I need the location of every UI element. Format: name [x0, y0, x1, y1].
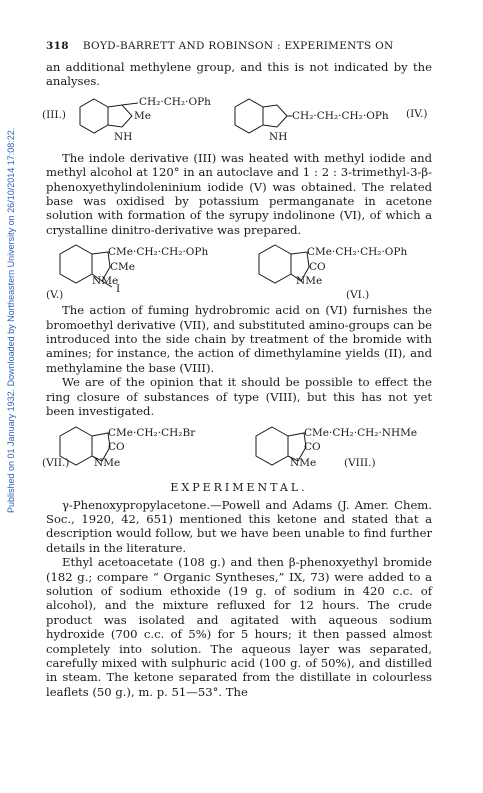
co-vii: CO: [108, 440, 125, 453]
chain-vii: CMe·CH₂·CH₂Br: [108, 426, 196, 439]
paragraph-1: an additional methylene group, and this is not indicated by the analyses.: [46, 60, 432, 89]
label-v: (V.): [46, 289, 64, 302]
label-vi: (VI.): [346, 289, 370, 302]
chain-iv: CH₂·CH₂·CH₂·OPh: [292, 109, 389, 122]
nh-iii: NH: [114, 130, 133, 143]
figure-structures-3-4: [42, 89, 432, 151]
paragraph-2: The indole derivative (III) was heated with methyl iodide and methyl alcohol at 120° in an autoclave and 1 : 2 : 3-trimethyl-3-β-phenoxyethylindoleninium iodide (V) was obtained. The related base was oxidised by potassium permanganate in acetone solution with formation of the syrupy indolinone (VI), of which a crystalline dinitro-derivative was prepared.: [46, 150, 432, 237]
paragraph-4: We are of the opinion that it should be possible to effect the ring closure of substances of type (VIII), but this has not yet been investigated.: [46, 375, 432, 419]
label-viii: (VIII.): [344, 456, 376, 469]
chain-vi: CMe·CH₂·CH₂·OPh: [307, 246, 408, 259]
page-number: 318: [46, 40, 69, 52]
chain-v: CMe·CH₂·CH₂·OPh: [108, 246, 209, 259]
chain-iii: CH₂·CH₂·OPh: [139, 95, 211, 108]
nh-iv: NH: [269, 130, 288, 143]
paragraph-3: The action of fuming hydrobromic acid on (VI) furnishes the bromoethyl derivative (VII), and substituted amino-groups can be introduced into the side chain by treatment of the bromide with amines; for instance, the action of dimethylamine yields (II), and methylamine the base (VIII).: [46, 303, 432, 375]
nme-vi: NMe: [296, 275, 323, 288]
label-iii: (III.): [42, 108, 66, 121]
figure-structures-7-8: [42, 419, 432, 475]
page: [42, 40, 432, 699]
paragraph-6: Ethyl acetoacetate (108 g.) and then β-phenoxyethyl bromide (182 g.; compare “ Organic Syntheses,” IX, 73) were added to a solution of sodium ethoxide (19 g. of sodium in 420 c.c. of alcohol), and the mixture refluxed for 12 hours. The crude product was isolated and agitated with aqueous sodium hydroxide (700 c.c. of 5%) for 5 hours; it then passed almost completely into solution. The aqueous layer was separated, carefully mixed with sulphuric acid (100 g. of 50%), and distilled in steam. The ketone separated from the distillate in colourless leaflets (50 g.), m. p. 51—53°. The: [46, 555, 432, 699]
chain-viii: CMe·CH₂·CH₂·NHMe: [304, 426, 418, 439]
running-title: BOYD-BARRETT AND ROBINSON : EXPERIMENTS ON: [82, 40, 394, 52]
methyl-iii: Me: [134, 109, 151, 122]
label-vii: (VII.): [42, 456, 70, 469]
label-iv: (IV.): [406, 107, 428, 120]
section-heading: EXPERIMENTAL.: [170, 480, 308, 494]
running-header: [46, 40, 432, 52]
cme-v: CMe: [110, 261, 135, 274]
figure-structures-5-6: [46, 237, 432, 303]
nme-vii: NMe: [94, 456, 121, 469]
iodide-v: I: [116, 283, 121, 296]
nme-v: NMe: [92, 275, 119, 288]
download-stamp: Published on 01 January 1932. Downloaded by Northeastern University on 26/10/2014 17:08:22.: [6, 127, 16, 513]
co-viii: CO: [304, 440, 321, 453]
co-vi: CO: [309, 261, 326, 274]
nme-viii: NMe: [290, 456, 317, 469]
paragraph-5: γ-Phenoxypropylacetone.—Powell and Adams (J. Amer. Chem. Soc., 1920, 42, 651) mentioned this ketone and stated that a description would follow, but we have been unable to find further details in the literature.: [46, 497, 432, 555]
